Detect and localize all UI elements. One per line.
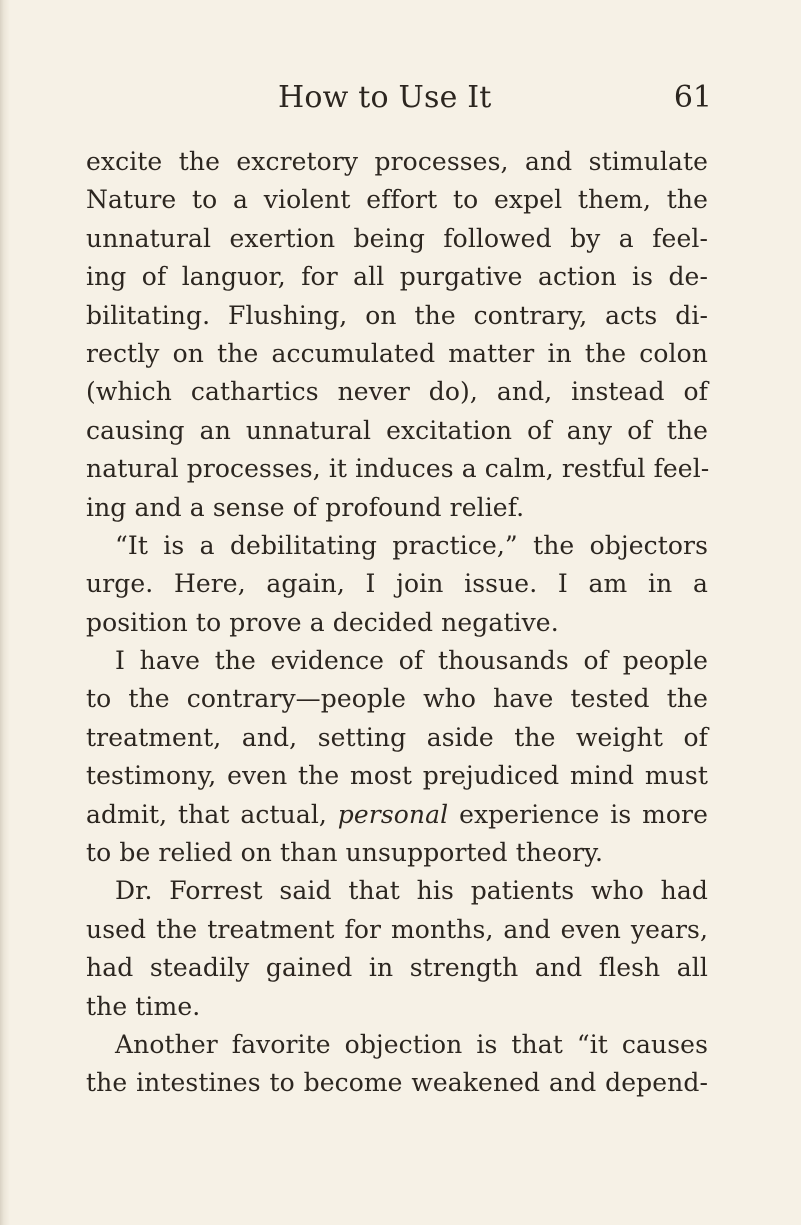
text-run: experience is more bbox=[448, 799, 708, 829]
text-line: the intestines to become weakened and depend- bbox=[86, 1068, 708, 1098]
text-line: Another favorite objection is that “it causes bbox=[115, 1029, 708, 1059]
text-line: rectly on the accumulated matter in the colon bbox=[86, 338, 708, 368]
emphasized-word: personal bbox=[337, 799, 449, 829]
text-line: treatment, and, setting aside the weight of bbox=[86, 722, 708, 752]
binding-edge-shadow bbox=[0, 0, 10, 1225]
text-line: urge. Here, again, I join issue. I am in a bbox=[86, 569, 708, 599]
running-head: How to Use It bbox=[278, 80, 492, 115]
text-line bbox=[86, 796, 708, 834]
text-line: (which cathartics never do), and, instead of bbox=[86, 377, 708, 407]
body-text bbox=[86, 143, 708, 1103]
text-line: “It is a debilitating practice,” the objectors bbox=[115, 530, 708, 560]
text-line: position to prove a decided negative. bbox=[86, 607, 559, 637]
text-line: bilitating. Flushing, on the contrary, acts di- bbox=[86, 300, 708, 330]
text-line: the time. bbox=[86, 991, 201, 1021]
text-line: had steadily gained in strength and flesh all bbox=[86, 953, 708, 983]
text-line: excite the excretory processes, and stimulate bbox=[86, 147, 708, 176]
text-line: to the contrary—people who have tested the bbox=[86, 684, 708, 714]
text-line: natural processes, it induces a calm, restful feel- bbox=[86, 454, 710, 484]
page-header bbox=[0, 78, 801, 118]
page-number: 61 bbox=[673, 80, 712, 115]
text-line: used the treatment for months, and even years, bbox=[86, 914, 708, 944]
text-line: testimony, even the most prejudiced mind must bbox=[86, 761, 708, 791]
text-line: ing and a sense of profound relief. bbox=[86, 492, 525, 522]
text-line: causing an unnatural excitation of any of the bbox=[86, 415, 708, 445]
text-line: Nature to a violent effort to expel them, the bbox=[86, 185, 708, 215]
text-line: ing of languor, for all purgative action is de- bbox=[86, 262, 708, 292]
text-line: unnatural exertion being followed by a feel- bbox=[86, 223, 708, 253]
text-line: Dr. Forrest said that his patients who had bbox=[115, 876, 708, 906]
text-line: to be relied on than unsupported theory. bbox=[86, 838, 604, 868]
text-line: I have the evidence of thousands of people bbox=[115, 646, 708, 676]
text-run: admit, that actual, bbox=[86, 799, 338, 829]
